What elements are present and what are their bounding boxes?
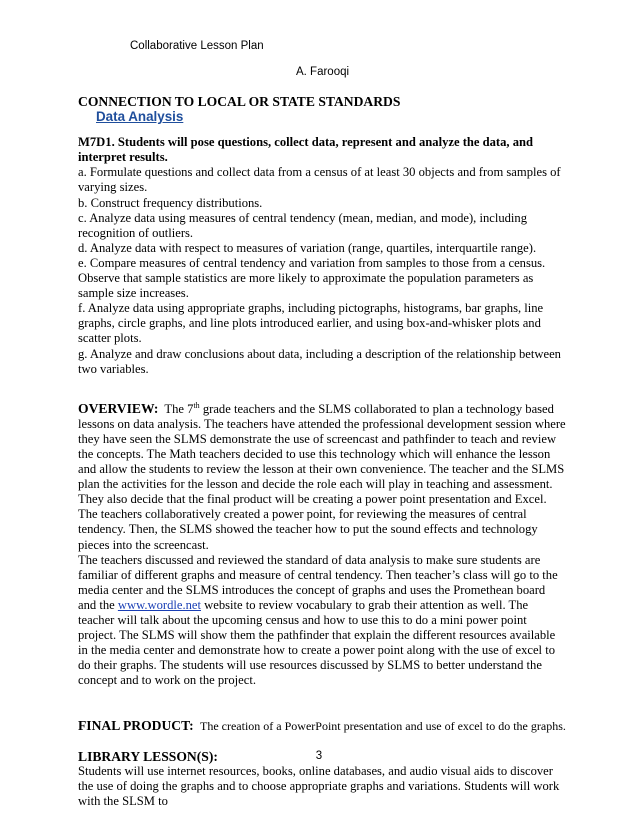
spacer (78, 688, 566, 718)
spacer (78, 377, 566, 401)
standard-item-d: d. Analyze data with respect to measures of variation (range, quartiles, interquartile range). (78, 240, 537, 255)
standard-title: M7D1. Students will pose questions, collect data, represent and analyze the data, and interpret results. (78, 135, 534, 165)
final-product-label: FINAL PRODUCT: (78, 718, 194, 734)
overview-text-1-post: grade teachers and the SLMS collaborated to plan a technology based lessons on data analysis. The teachers have attended the professional development session where they have seen the SLMS demonstrate the use of screencast and pathfinder to teach and review the concepts. The Math teachers decided to use this technology which will enhance the lesson and allow the students to review the lesson at their own convenience. The teacher and the SLMS plan the activities for the lesson and decide the role each will play in teaching and assessment. They also decide that the final product will be creating a power point presentation and Excel. The teachers collaboratively created a power point, for reviewing the measures of central tendency. Then, the SLMS showed the teacher how to put the sound effects and technology pieces into the screencast. (78, 401, 566, 552)
final-product-text: The creation of a PowerPoint presentation and use of excel to do the graphs. (199, 719, 566, 734)
standard-item-e: e. Compare measures of central tendency and variation from samples to those from a census. Observe that sample statistics are more likely to approximate the population parameters as sample size increases. (78, 255, 546, 301)
wordle-link[interactable]: www.wordle.net (117, 597, 201, 612)
standard-item-b: b. Construct frequency distributions. (78, 195, 263, 210)
overview-text-1-pre: The 7 (164, 401, 194, 416)
standards-subheading: Data Analysis (96, 109, 184, 125)
header-author: A. Farooqi (296, 66, 350, 78)
spacer (78, 735, 566, 749)
header-title: Collaborative Lesson Plan (130, 40, 264, 52)
library-label: LIBRARY LESSON(S): (78, 748, 218, 764)
library-text: Students will use internet resources, books, online databases, and audio visual aids to discover the use of doing the graphs and to choose appropriate graphs and variations. Students will work with the SLSM to (78, 763, 560, 808)
overview-text-2-pre: The teachers discussed and reviewed the standard of data analysis to make sure students are familiar of different graphs and measure of central tendency. Then teacher’s class will go to the media center and the SLMS introduces the concept of graphs and uses the Promethean board and the (78, 552, 558, 612)
standard-item-a: a. Formulate questions and collect data from a census of at least 30 objects and from samples of varying sizes. (78, 165, 561, 195)
standard-item-f: f. Analyze data using appropriate graphs, including pictographs, histograms, bar graphs, line graphs, circle graphs, and line plots introduced earlier, and using box-and-whisker plots and scatter plots. (78, 301, 544, 346)
final-product-paragraph (78, 718, 566, 734)
standard-item-g: g. Analyze and draw conclusions about data, including a description of the relationship between two variables. (78, 346, 561, 376)
overview-text-2-post: website to review vocabulary to grab their attention as well. The teacher will talk about the upcoming census and how to use this to do a mini power point project. The SLMS will show them the pathfinder that explain the different resources available in the media center and demonstrate how to create a power point along with the use of excel to do their graphs. The students will use resources discussed by SLMS to better understand the concept and to work on the project. (78, 597, 556, 688)
page-number: 3 (315, 750, 323, 762)
overview-paragraph-2 (78, 553, 566, 689)
overview-label: OVERVIEW: (78, 400, 159, 416)
standard-item-c: c. Analyze data using measures of central tendency (mean, median, and mode), including recognition of outliers. (78, 210, 528, 240)
standards-heading: CONNECTION TO LOCAL OR STATE STANDARDS (78, 94, 401, 109)
overview-superscript: th (193, 400, 200, 410)
document-body (78, 94, 566, 809)
overview-paragraph-1 (78, 401, 566, 553)
